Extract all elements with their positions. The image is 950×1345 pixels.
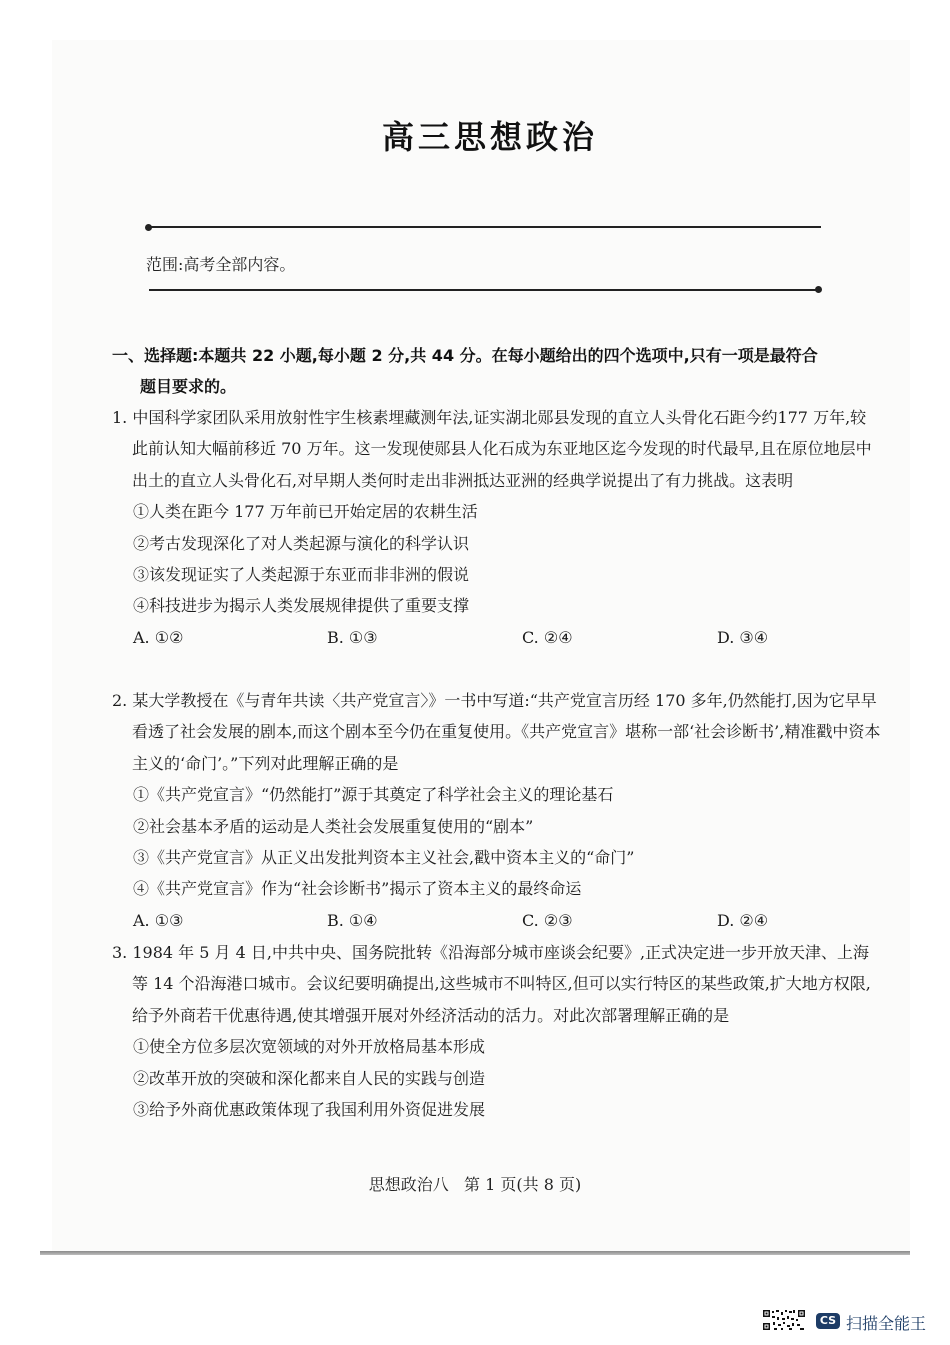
statement-item: ②社会基本矛盾的运动是人类社会发展重复使用的“剧本” bbox=[133, 816, 534, 836]
scope-line: 范围:高考全部内容。 bbox=[146, 255, 296, 274]
choice-a: A. ①③ bbox=[133, 910, 184, 930]
top-rule bbox=[149, 226, 821, 228]
camscanner-logo: CS bbox=[816, 1313, 840, 1329]
statement-item: ②改革开放的突破和深化都来自人民的实践与创造 bbox=[133, 1068, 486, 1088]
statement-item: ②考古发现深化了对人类起源与演化的科学认识 bbox=[133, 533, 470, 553]
statement-item: ③《共产党宣言》从正义出发批判资本主义社会,戳中资本主义的“命门” bbox=[133, 848, 635, 868]
question-stem: 2. 某大学教授在《与青年共读〈共产党宣言〉》一书中写道:“共产党宣言历经 170 多年,仍然能打,因为它早早看透了社会发展的剧本,而这个剧本至今仍在重复使用。《共产党宣言》堪称一部‘社会诊断书’,精准戳中资本主义的‘命门’。”下列对此理解正确的是 bbox=[112, 691, 881, 773]
question-3 bbox=[112, 937, 882, 1125]
statement-item: ④《共产党宣言》作为“社会诊断书”揭示了资本主义的最终命运 bbox=[133, 879, 582, 899]
statement-item: ④科技进步为揭示人类发展规律提供了重要支撑 bbox=[133, 596, 470, 616]
question-stem: 1. 中国科学家团队采用放射性宇生核素埋藏测年法,证实湖北郧县发现的直立人头骨化石距今约177 万年,较此前认知大幅前移近 70 万年。这一发现使郧县人化石成为东亚地区迄今发现的时代最早,且在原位地层中出土的直立人头骨化石,对早期人类何时走出非洲抵达亚洲的经典学说提出了有力挑战。这表明 bbox=[112, 408, 872, 490]
choice-a: A. ①② bbox=[133, 627, 184, 647]
page-title: 高三思想政治 bbox=[381, 118, 598, 156]
statement-item: ③给予外商优惠政策体现了我国利用外资促进发展 bbox=[133, 1100, 486, 1120]
statement-item: ①《共产党宣言》“仍然能打”源于其奠定了科学社会主义的理论基石 bbox=[133, 785, 614, 805]
answer-choices bbox=[112, 905, 882, 936]
choice-d: D. ③④ bbox=[717, 627, 769, 647]
section-heading-line1: 一、选择题:本题共 22 小题,每小题 2 分,共 44 分。在每小题给出的四个选项中,只有一项是最符合 bbox=[112, 346, 818, 365]
choice-c: C. ②③ bbox=[522, 910, 573, 930]
question-2 bbox=[112, 685, 882, 936]
statement-item: ①使全方位多层次宽领域的对外开放格局基本形成 bbox=[133, 1037, 486, 1057]
camscanner-watermark: 扫描全能王 bbox=[846, 1314, 927, 1333]
qr-code-icon bbox=[762, 1309, 806, 1331]
section-heading bbox=[112, 340, 882, 402]
section-heading-line2: 题目要求的。 bbox=[140, 377, 237, 396]
question-1 bbox=[112, 402, 882, 653]
bottom-rule bbox=[149, 289, 817, 291]
statement-item: ③该发现证实了人类起源于东亚而非非洲的假说 bbox=[133, 565, 470, 585]
rule-dot-right bbox=[815, 286, 822, 293]
choice-d: D. ②④ bbox=[717, 910, 769, 930]
page-footer: 思想政治八 第 1 页(共 8 页) bbox=[368, 1175, 582, 1194]
statement-item: ①人类在距今 177 万年前已开始定居的农耕生活 bbox=[133, 502, 478, 522]
answer-choices bbox=[112, 622, 882, 653]
choice-b: B. ①③ bbox=[327, 627, 378, 647]
choice-b: B. ①④ bbox=[327, 910, 378, 930]
choice-c: C. ②④ bbox=[522, 627, 573, 647]
paper-bottom-edge bbox=[40, 1251, 910, 1255]
question-stem: 3. 1984 年 5 月 4 日,中共中央、国务院批转《沿海部分城市座谈会纪要》,正式决定进一步开放天津、上海等 14 个沿海港口城市。会议纪要明确提出,这些城市不叫特区,但可以实行特区的某些政策,扩大地方权限,给予外商若干优惠待遇,使其增强开展对外经济活动的活力。对此次部署理解正确的是 bbox=[112, 943, 871, 1025]
